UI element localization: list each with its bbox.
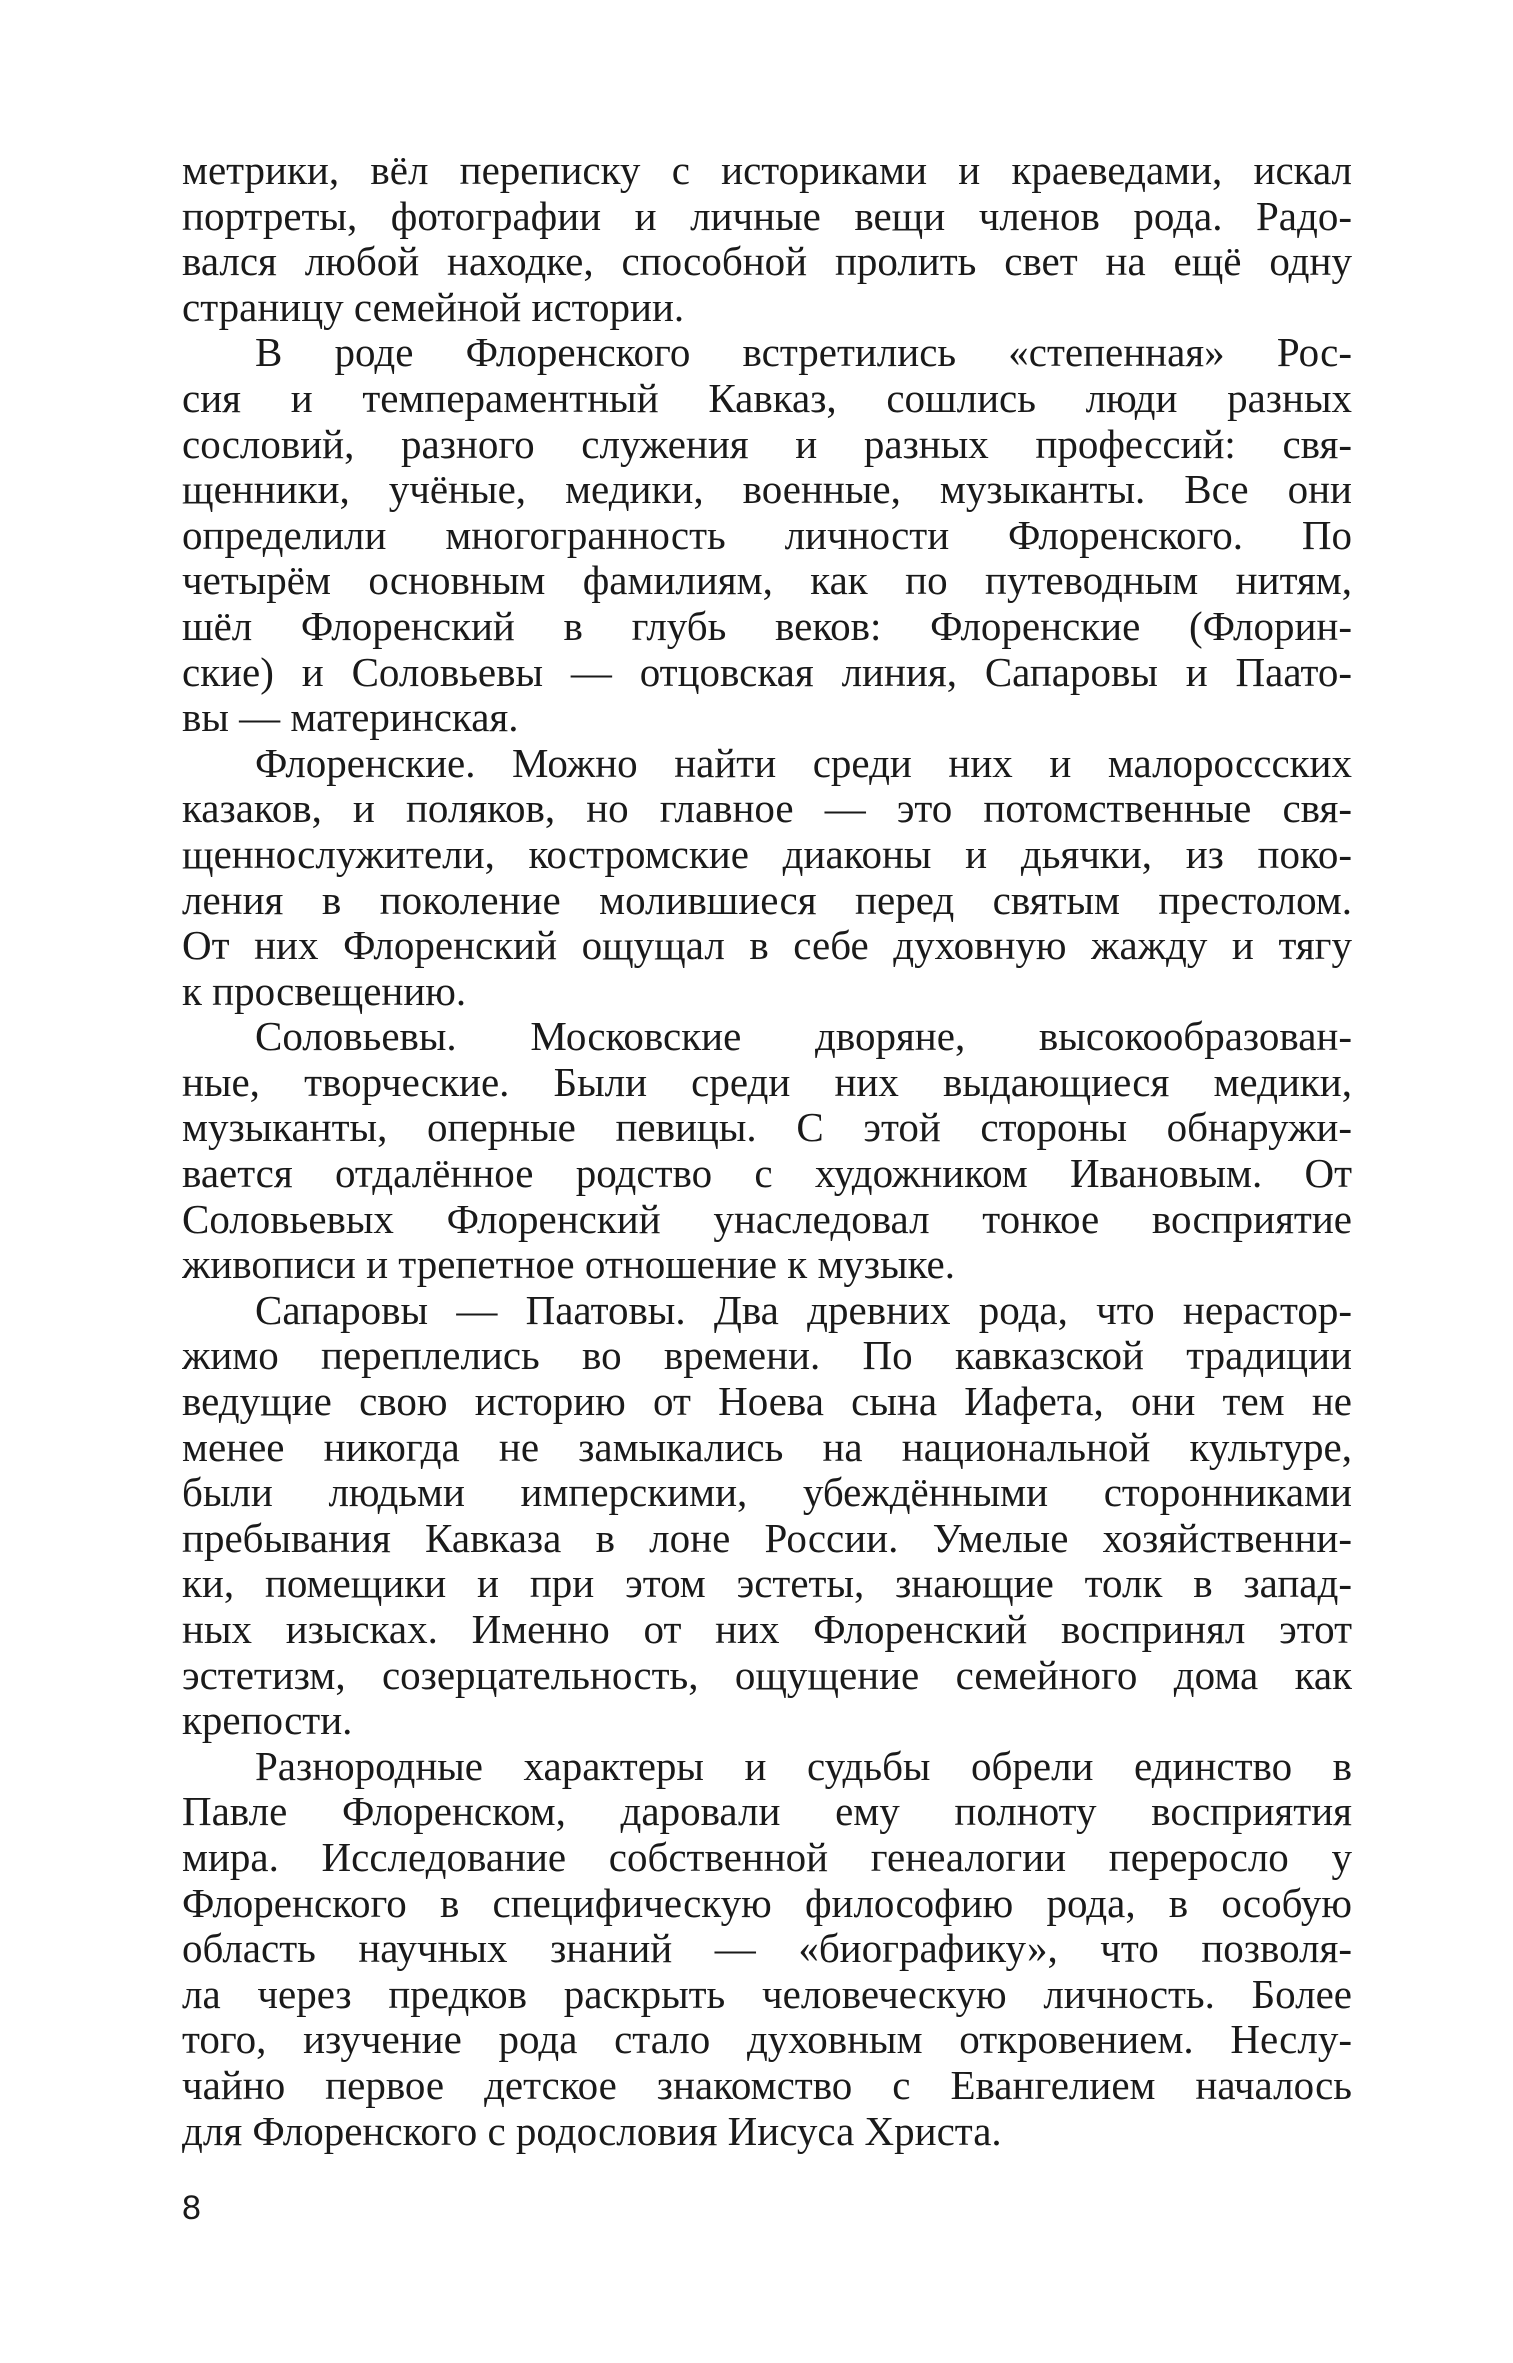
text-line: Сапаровы — Паатовы. Два древних рода, что нерастор- <box>255 1287 1352 1333</box>
text-line: щеннослужители, костромские диаконы и дьячки, из поко- <box>182 831 1352 877</box>
text-line: шёл Флоренский в глубь веков: Флоренские (Флорин- <box>182 603 1352 649</box>
text-line: сия и темпераментный Кавказ, сошлись люди разных <box>182 375 1352 421</box>
text-line: В роде Флоренского встретились «степенная» Рос- <box>255 330 1352 376</box>
text-line: к просвещению. <box>182 968 467 1014</box>
text-line: ки, помещики и при этом эстеты, знающие толк в запад- <box>182 1561 1352 1607</box>
text-line: Флоренские. Можно найти среди них и малороссских <box>255 740 1352 786</box>
text-line: четырём основным фамилиям, как по путеводным нитям, <box>182 558 1352 604</box>
text-line: портреты, фотографии и личные вещи членов рода. Радо- <box>182 193 1352 239</box>
text-line: Флоренского в специфическую философию рода, в особую <box>182 1880 1352 1926</box>
text-line: Павле Флоренском, даровали ему полноту восприятия <box>182 1789 1352 1835</box>
paragraph <box>182 741 1352 1015</box>
text-line: ные, творческие. Были среди них выдающиеся медики, <box>182 1059 1352 1105</box>
text-line: область научных знаний — «биографику», что позволя- <box>182 1926 1352 1972</box>
text-line: жимо переплелись во времени. По кавказской традиции <box>182 1333 1352 1379</box>
text-line: щенники, учёные, медики, военные, музыканты. Все они <box>182 467 1352 513</box>
text-line: живописи и трепетное отношение к музыке. <box>182 1242 955 1288</box>
text-line: эстетизм, созерцательность, ощущение семейного дома как <box>182 1652 1352 1698</box>
paragraph <box>182 1288 1352 1744</box>
text-line: того, изучение рода стало духовным откровением. Неслу- <box>182 2017 1352 2063</box>
text-line: музыканты, оперные певицы. С этой стороны обнаружи- <box>182 1105 1352 1151</box>
text-line: крепости. <box>182 1698 353 1744</box>
text-line: менее никогда не замыкались на национальной культуре, <box>182 1424 1352 1470</box>
text-line: сословий, разного служения и разных профессий: свя- <box>182 421 1352 467</box>
page-body <box>182 148 1352 2154</box>
text-line: определили многогранность личности Флоренского. По <box>182 512 1352 558</box>
paragraph <box>182 1014 1352 1288</box>
text-line: ла через предков раскрыть человеческую личность. Более <box>182 1971 1352 2017</box>
text-line: метрики, вёл переписку с историками и краеведами, искал <box>182 148 1352 193</box>
text-line: вался любой находке, способной пролить свет на ещё одну <box>182 239 1352 285</box>
text-line: казаков, и поляков, но главное — это потомственные свя- <box>182 786 1352 832</box>
text-line: Соловьевых Флоренский унаследовал тонкое восприятие <box>182 1196 1352 1242</box>
text-line: вается отдалённое родство с художником Ивановым. От <box>182 1151 1352 1197</box>
text-line: ведущие свою историю от Ноева сына Иафета, они тем не <box>182 1379 1352 1425</box>
paragraph <box>182 1744 1352 2154</box>
paragraph <box>182 148 1352 330</box>
text-line: ления в поколение молившиеся перед святым престолом. <box>182 877 1352 923</box>
text-line: для Флоренского с родословия Иисуса Христа. <box>182 2108 1002 2154</box>
page-number: 8 <box>182 2189 201 2227</box>
paragraph <box>182 330 1352 740</box>
text-line: Разнородные характеры и судьбы обрели единство в <box>255 1743 1352 1789</box>
text-line: были людьми имперскими, убеждёнными сторонниками <box>182 1470 1352 1516</box>
text-line: мира. Исследование собственной генеалогии переросло у <box>182 1834 1352 1880</box>
text-line: От них Флоренский ощущал в себе духовную жажду и тягу <box>182 923 1352 969</box>
text-line: пребывания Кавказа в лоне России. Умелые хозяйственни- <box>182 1515 1352 1561</box>
text-line: вы — материнская. <box>182 695 519 741</box>
text-line: ных изысках. Именно от них Флоренский воспринял этот <box>182 1607 1352 1652</box>
text-line: Соловьевы. Московские дворяне, высокообразован- <box>255 1014 1352 1060</box>
text-line: чайно первое детское знакомство с Евангелием началось <box>182 2062 1352 2108</box>
text-line: ские) и Соловьевы — отцовская линия, Сапаровы и Паато- <box>182 649 1352 695</box>
text-line: страницу семейной истории. <box>182 284 685 330</box>
